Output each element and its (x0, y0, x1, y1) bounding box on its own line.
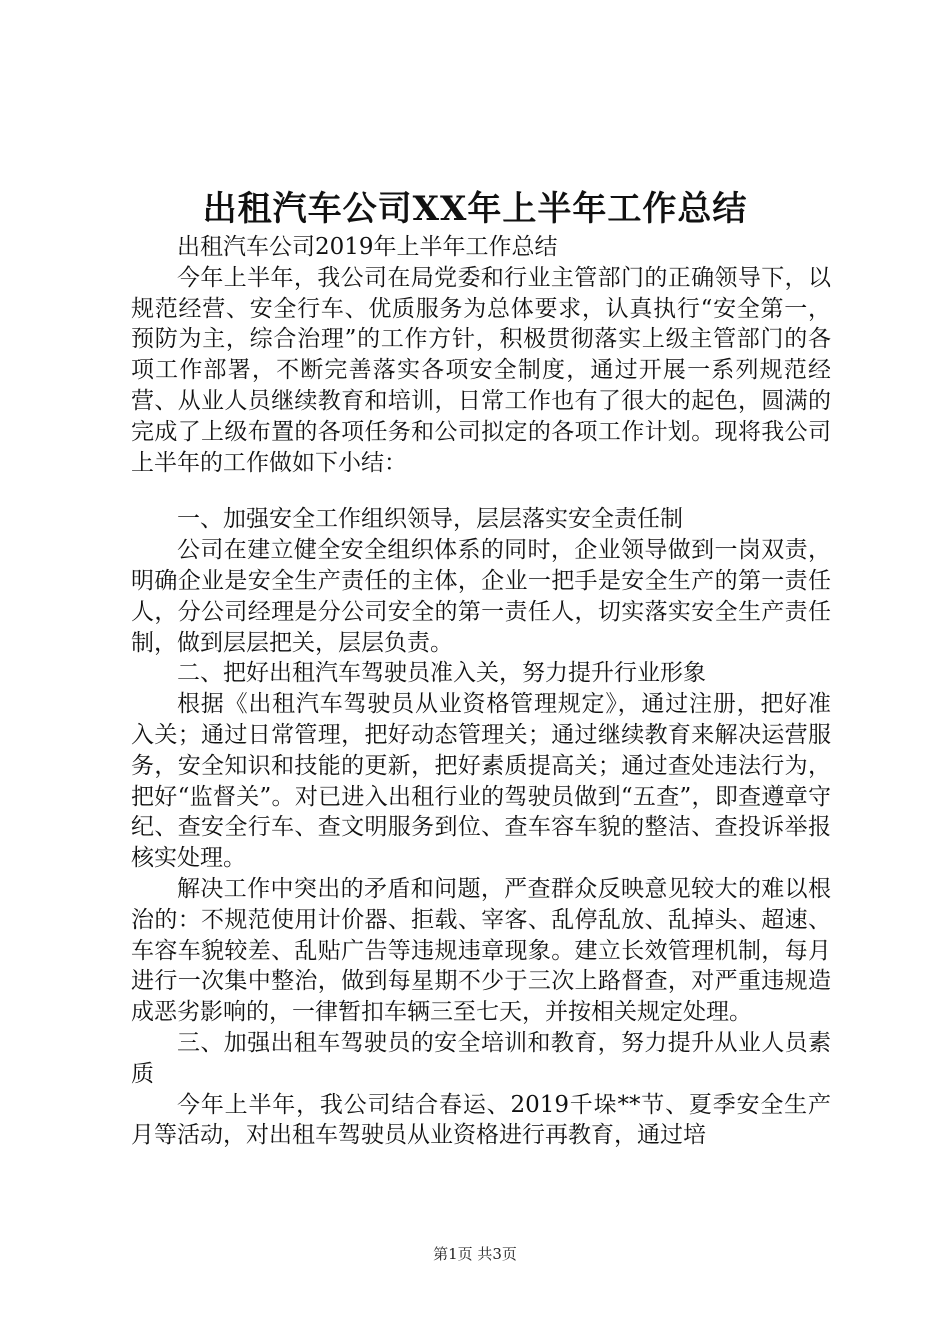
subtitle-paragraph: 出租汽车公司2019年上半年工作总结 (177, 234, 558, 260)
body-paragraph: 公司在建立健全安全组织体系的同时，企业领导做到一岗双责，明确企业是安全生产责任的主体，企业一把手是安全生产的第一责任人，分公司经理是分公司安全的第一责任人，切实落实安全生产责任制，做到层层把关，层层负责。 (131, 537, 831, 656)
body-paragraph: 解决工作中突出的矛盾和问题，严查群众反映意见较大的难以根治的：不规范使用计价器、拒载、宰客、乱停乱放、乱掉头、超速、车容车貌较差、乱贴广告等违规违章现象。建立长效管理机制，每月进行一次集中整治，做到每星期不少于三次上路督查，对严重违规造成恶劣影响的，一律暂扣车辆三至七天，并按相关规定处理。 (131, 875, 831, 1026)
document-body (131, 232, 831, 1151)
intro-paragraph: 今年上半年，我公司在局党委和行业主管部门的正确领导下，以规范经营、安全行车、优质服务为总体要求，认真执行“安全第一，预防为主，综合治理”的工作方针，积极贯彻落实上级主管部门的各项工作部署，不断完善落实各项安全制度，通过开展一系列规范经营、从业人员继续教育和培训，日常工作也有了很大的起色，圆满的完成了上级布置的各项任务和公司拟定的各项工作计划。现将我公司上半年的工作做如下小结： (131, 264, 831, 476)
body-paragraph: 今年上半年，我公司结合春运、2019千垛**节、夏季安全生产月等活动，对出租车驾驶员从业资格进行再教育，通过培 (131, 1091, 831, 1149)
section-heading-2: 二、把好出租汽车驾驶员准入关，努力提升行业形象 (177, 660, 706, 687)
page-footer: 第1页 共3页 (433, 1245, 517, 1263)
section-heading-1: 一、加强安全工作组织领导，层层落实安全责任制 (177, 506, 683, 533)
document-title: 出租汽车公司XX年上半年工作总结 (202, 189, 748, 229)
section-heading-3: 三、加强出租车驾驶员的安全培训和教育，努力提升从业人员素质 (131, 1029, 831, 1087)
body-paragraph: 根据《出租汽车驾驶员从业资格管理规定》，通过注册，把好准入关；通过日常管理，把好动态管理关；通过继续教育来解决运营服务，安全知识和技能的更新，把好素质提高关；通过查处违法行为，把好“监督关”。对已进入出租行业的驾驶员做到“五查”，即查遵章守纪、查安全行车、查文明服务到位、查车容车貌的整洁、查投诉举报核实处理。 (131, 691, 831, 872)
